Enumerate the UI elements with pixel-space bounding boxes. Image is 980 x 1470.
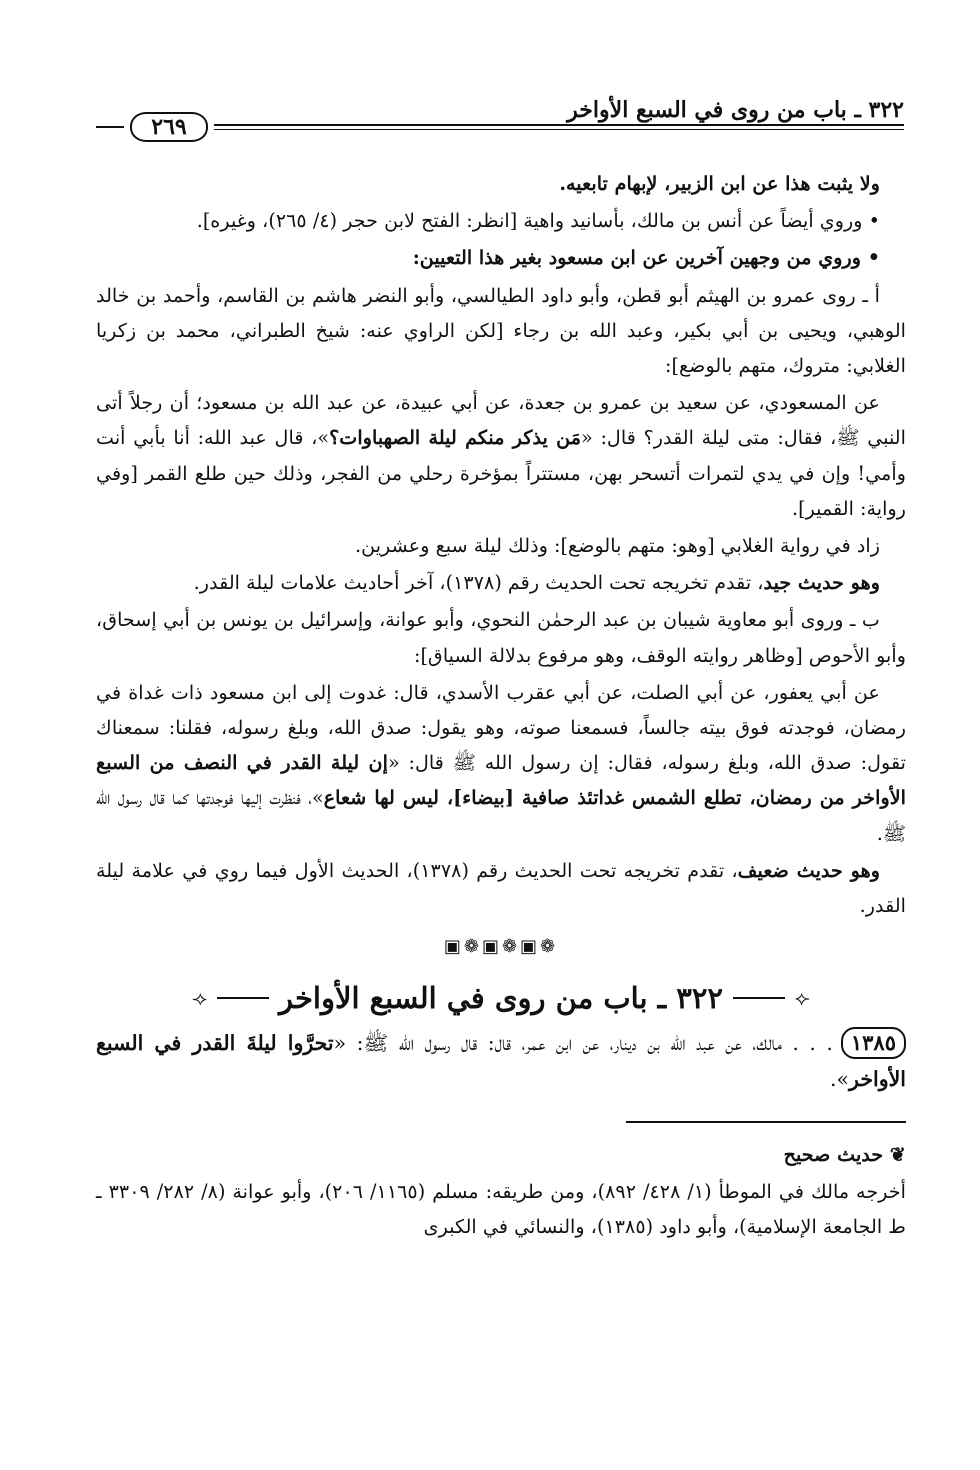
grading: وهو حديث ضعيف (737, 858, 880, 882)
page-number: ٢٦٩ (147, 114, 190, 140)
text-run: »، قال عبد الله: أنا بأبي أنت وأمي! وإن في يدي لتمرات أتسحر بهن، مستتراً بمؤخرة رحلي من الفجر، وذلك حين طلع القمر [وفي رواية: القمير]. (96, 426, 906, 520)
text-run: ، تقدم تخريجه تحت الحديث رقم (١٣٧٨)، الحديث الأول فيما روي في علامة ليلة القدر. (96, 858, 906, 918)
text-run: ». (829, 1066, 850, 1091)
hadith-number: ١٣٨٥ (841, 1027, 906, 1059)
main-text (96, 166, 906, 1246)
heading-rule (217, 997, 269, 999)
chapter-heading (96, 978, 906, 1018)
text-run: . . . مالك، عن عبد الله بن دينار، عن ابن عمر، قال: قال رسول الله ﷺ: « (333, 1031, 833, 1056)
grade-label: حديث صحيح (783, 1142, 884, 1166)
header-rule-left (96, 126, 124, 128)
text-run: ، تقدم تخريجه تحت الحديث رقم (١٣٧٨)، آخر أحاديث علامات ليلة القدر. (193, 571, 764, 595)
leaf-icon: ❦ (883, 1142, 906, 1166)
paragraph: أ ـ روى عمرو بن الهيثم أبو قطن، وأبو داود الطيالسي، وأبو النضر هاشم بن القاسم، وأحمد بن خالد الوهبي، ويحيى بن أبي بكير، وعبد الله بن رجاء [لكن الراوي عنه: شيخ الطبراني، محمد بن زكريا الغلابي: متروك، متهم بالوضع]: (96, 283, 906, 378)
chapter-title: ٣٢٢ ـ باب من روى في السبع الأواخر (279, 981, 723, 1016)
hadith-entry (96, 1026, 906, 1096)
paragraph (96, 565, 906, 600)
paragraph (96, 853, 906, 923)
paragraph: زاد في رواية الغلابي [وهو: متهم بالوضع]: وذلك ليلة سبع وعشرين. (355, 534, 880, 558)
footnote-grade (96, 1137, 906, 1172)
header-rule (214, 124, 904, 126)
footnote-text: أخرجه مالك في الموطأ (١/ ٤٢٨/ ٨٩٢)، ومن طريقه: مسلم (١١٦٥/ ٢٠٦)، وأبو عوانة (٨/ ٢٨٢/ ٣٣٠٩ ـ ط الجامعة الإسلامية)، وأبو داود (١٣٨٥)، والنسائي في الكبرى (96, 1180, 906, 1239)
paragraph (96, 385, 906, 526)
paragraph: ب ـ وروى أبو معاوية شيبان بن عبد الرحمٰن النحوي، وأبو عوانة، وإسرائيل بن يونس بن أبي إسحاق، وأبو الأحوص [وظاهر روايته الوقف، وهو مرفوع بدلالة السياق]: (96, 608, 906, 667)
text-run: عن المسعودي، عن سعيد بن عمرو بن جعدة، عن أبي عبيدة، عن عبد الله بن مسعود؛ أن رجلاً أتى النبي ﷺ، فقال: متى ليلة القدر؟ قال: « (96, 391, 906, 450)
header-rule-thin (214, 129, 904, 130)
grading: وهو حديث جيد (763, 571, 880, 595)
text-run: عن أبي يعفور، عن أبي الصلت، عن أبي عقرب الأسدي، قال: غدوت إلى ابن مسعود ذات غداة في رمضان، فوجدته فوق بيته جالساً، فسمعنا صوته، وهو يقول: صدق الله، وبلغ رسوله، فقلنا: سمعناك تقول: صدق الله، وبلغ رسوله، فقال: إن رسول الله ﷺ قال: « (96, 680, 907, 775)
hadith-quote: إن ليلة القدر في النصف من السبع الأواخر من رمضان، تطلع الشمس غداتئذ صافية [بيضاء]، ليس لها شعاع (96, 751, 906, 810)
heading-rule (733, 997, 785, 999)
paragraph: • وروي من وجهين آخرين عن ابن مسعود بغير هذا التعيين: (412, 246, 880, 270)
running-title: ٣٢٢ ـ باب من روى في السبع الأواخر (567, 97, 904, 123)
page-header (96, 92, 904, 148)
section-ornament: ❁▣❁▣❁▣ (443, 936, 559, 958)
paragraph: • وروي أيضاً عن أنس بن مالك، بأسانيد واهية [انظر: الفتح لابن حجر (٤/ ٢٦٥)، وغيره]. (196, 209, 880, 233)
hadith-quote: تحرَّوا ليلةَ القدر في السبع الأواخر (96, 1031, 906, 1091)
footnote-rule (626, 1121, 906, 1123)
hadith-quote: مَن يذكر منكم ليلة الصهباوات؟ (329, 426, 582, 450)
scroll-ornament-icon: ⟢ (795, 985, 810, 1010)
scroll-ornament-icon: ⟣ (192, 985, 207, 1010)
text-run: »، فنظرت إليها فوجدتها كما قال رسول الله ﷺ. (96, 786, 906, 845)
paragraph (96, 675, 906, 851)
page-number-badge (124, 110, 214, 144)
paragraph: ولا يثبت هذا عن ابن الزبير، لإبهام تابعيه. (559, 172, 880, 195)
